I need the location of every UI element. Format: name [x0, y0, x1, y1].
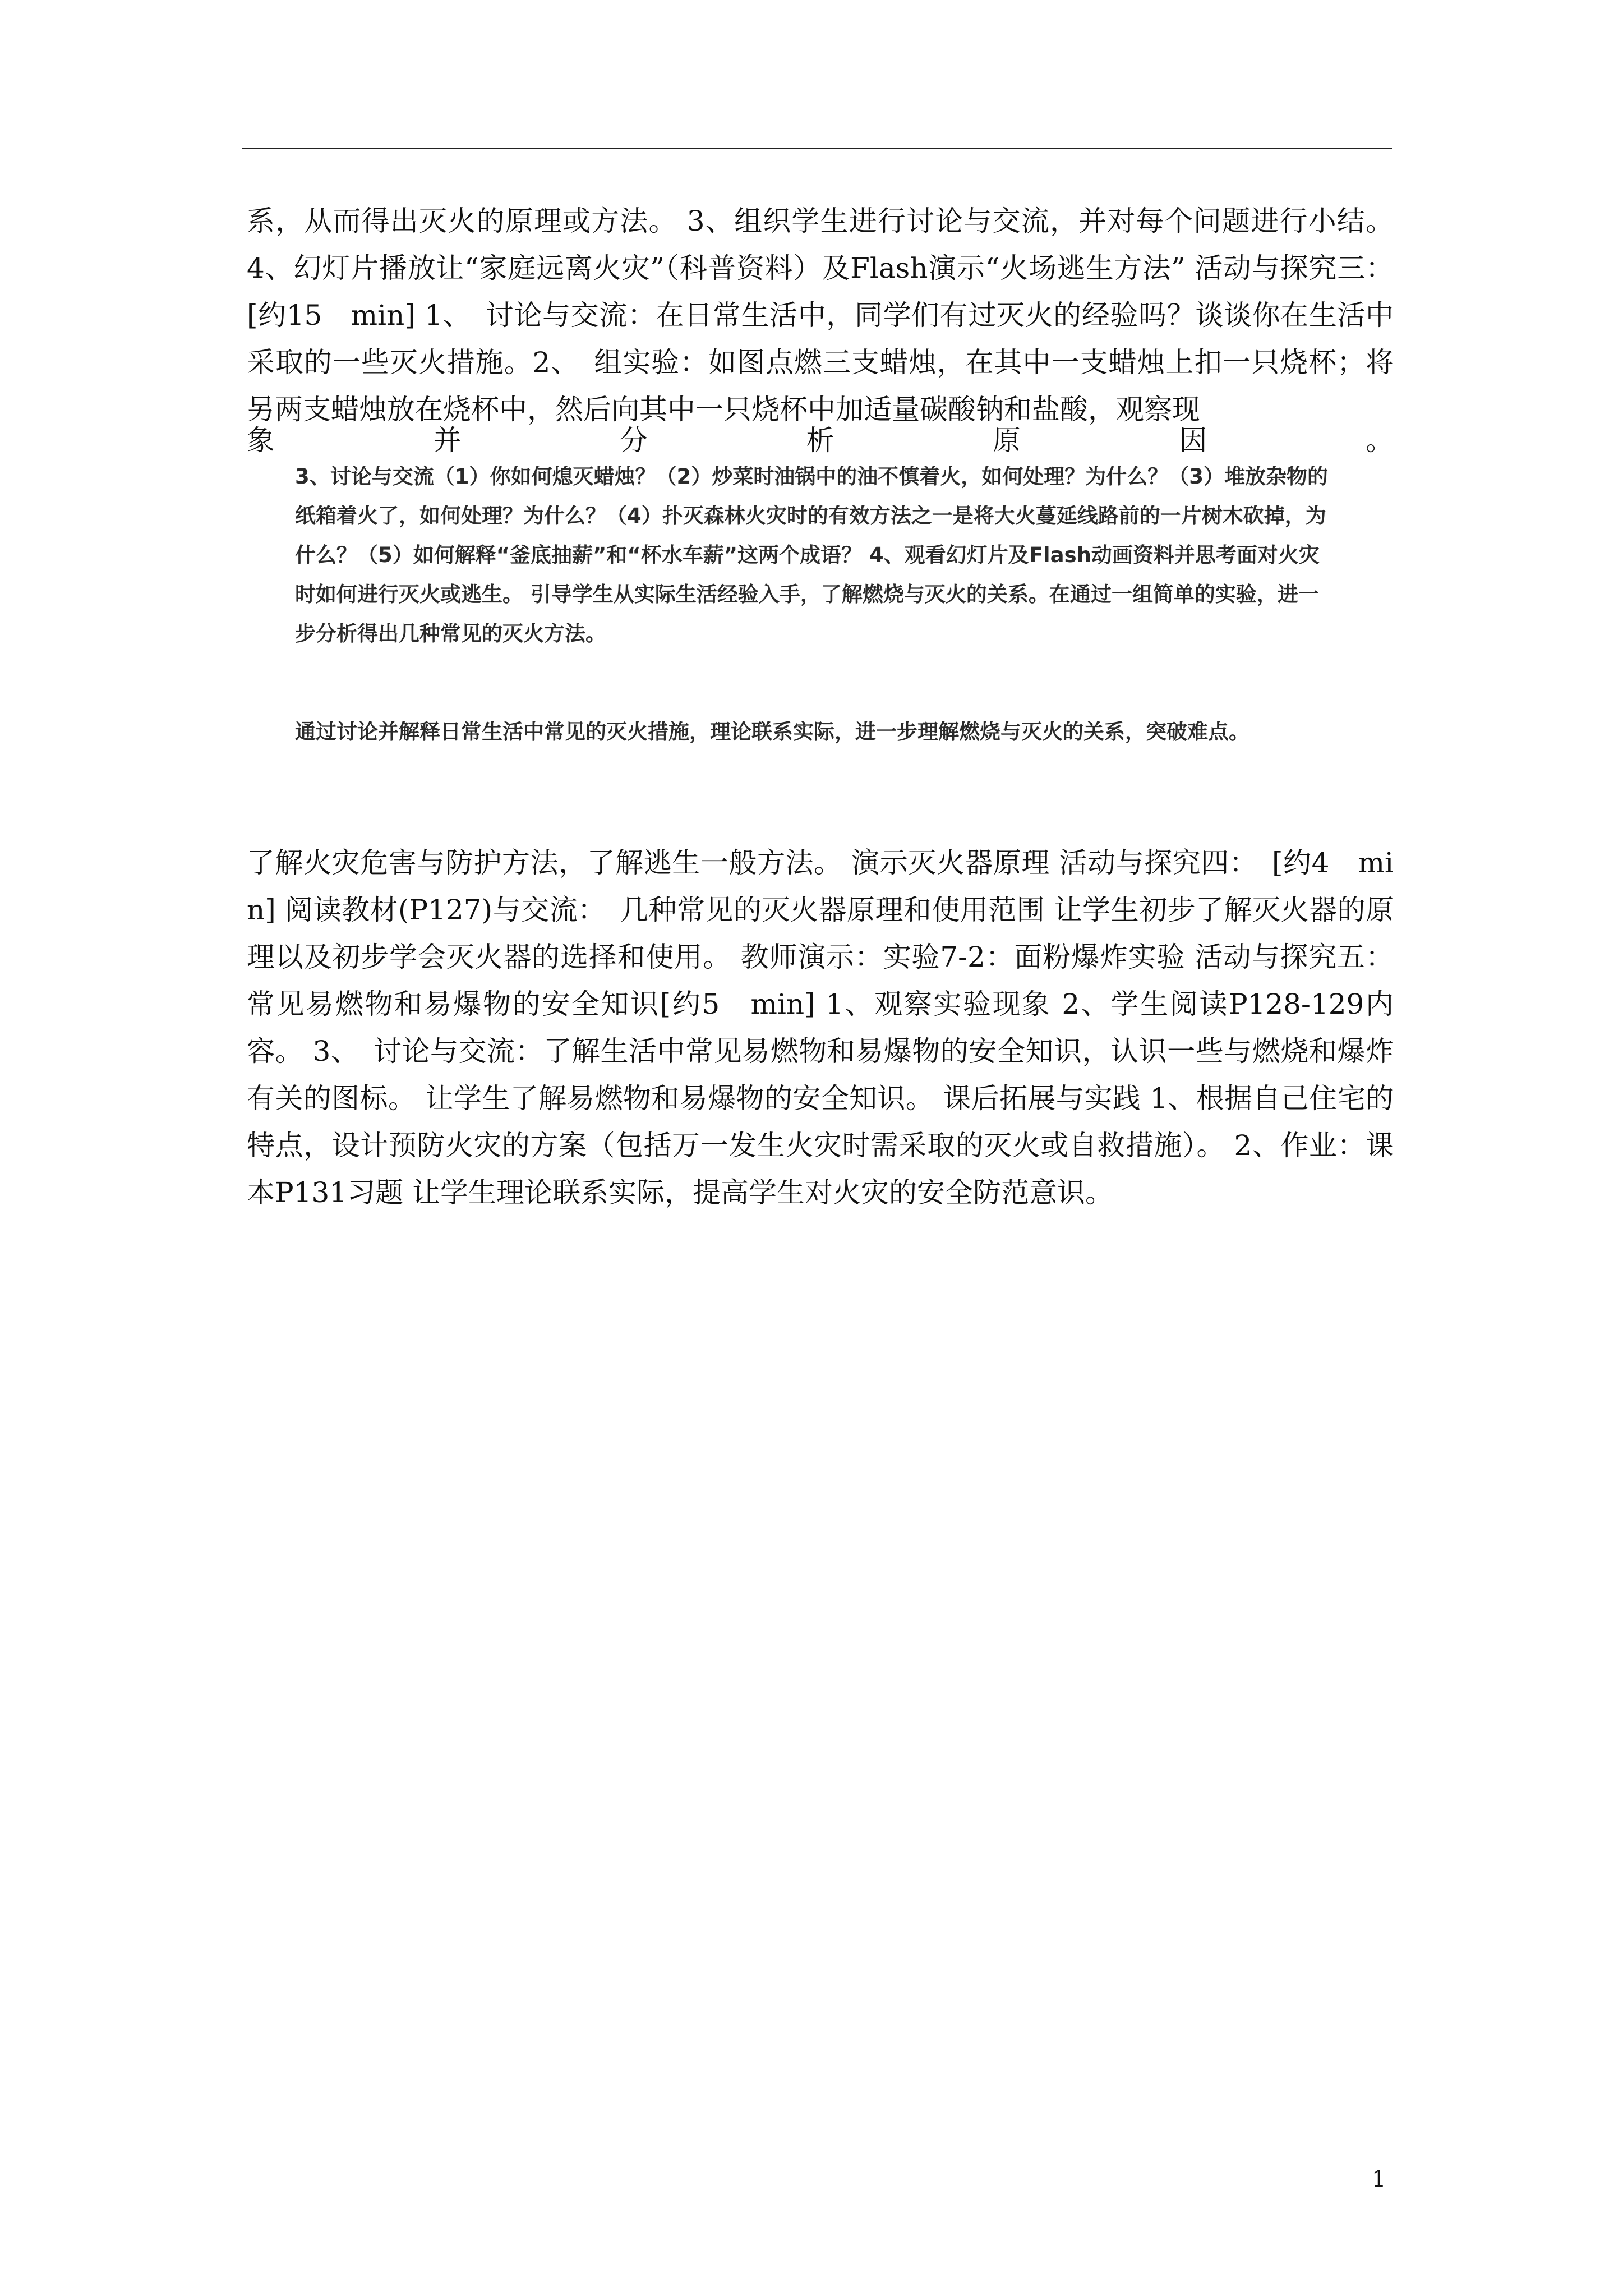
body-paragraph-2: 了解火灾危害与防护方法，了解逃生一般方法。 演示灭火器原理 活动与探究四： [约4 min] 阅读教材(P127)与交流： 几种常见的灭火器原理和使用范围 让学生初步了解灭火器的原理以及初步学会灭火器的选择和使用。 教师演示：实验7-2：面粉爆炸实验 活动与探究五：常见易燃物和易爆物的安全知识[约5 min] 1、观察实验现象 2、学生阅读P128-129内容。 3、 讨论与交流：了解生活中常见易燃物和易爆物的安全知识，认识一些与燃烧和爆炸有关的图标。 让学生了解易燃物和易爆物的安全知识。 课后拓展与实践 1、根据自己住宅的特点，设计预防火灾的方案（包括万一发生火灾时需采取的灭火或自救措施）。 2、作业：课本P131习题 让学生理论联系实际，提高学生对火灾的安全防范意识。: [247, 846, 1394, 1209]
last-line-char: 因: [1179, 424, 1207, 457]
page-number: 1: [1372, 2166, 1386, 2192]
last-line-char: 象: [247, 424, 275, 457]
last-line-char: 析: [806, 424, 834, 457]
body-paragraph-1: 系，从而得出灭火的原理或方法。 3、组织学生进行讨论与交流，并对每个问题进行小结。 4、幻灯片播放让“家庭远离火灾”（科普资料）及Flash演示“火场逃生方法” 活动与探究三：[约15 min] 1、 讨论与交流：在日常生活中，同学们有过灭火的经验吗？谈谈你在生活中采取的一些灭火措施。2、 组实验：如图点燃三支蜡烛，在其中一支蜡烛上扣一只烧杯；将另两支蜡烛放在烧杯中，然后向其中一只烧杯中加适量碳酸钠和盐酸，观察现: [247, 205, 1394, 426]
last-line-char: 原: [993, 424, 1021, 457]
last-line-char: 。: [1366, 424, 1394, 457]
last-line-char: 分: [620, 424, 648, 457]
embedded-image-text-2: 通过讨论并解释日常生活中常见的灭火措施，理论联系实际，进一步理解燃烧与灭火的关系，突破难点。: [295, 720, 1249, 744]
embedded-image-text-1: 3、讨论与交流（1）你如何熄灭蜡烛？（2）炒菜时油锅中的油不慎着火，如何处理？为什么？（3）堆放杂物的纸箱着火了，如何处理？为什么？（4）扑灭森林火灾时的有效方法之一是将大火蔓延线路前的一片树木砍掉，为什么？（5）如何解释“釜底抽薪”和“杯水车薪”这两个成语？ 4、观看幻灯片及Flash动画资料并思考面对火灾时如何进行灭火或逃生。 引导学生从实际生活经验入手，了解燃烧与灭火的关系。在通过一组简单的实验，进一步分析得出几种常见的灭火方法。: [295, 464, 1328, 646]
header-rule: [242, 148, 1392, 149]
last-line-char: 并: [433, 424, 462, 457]
